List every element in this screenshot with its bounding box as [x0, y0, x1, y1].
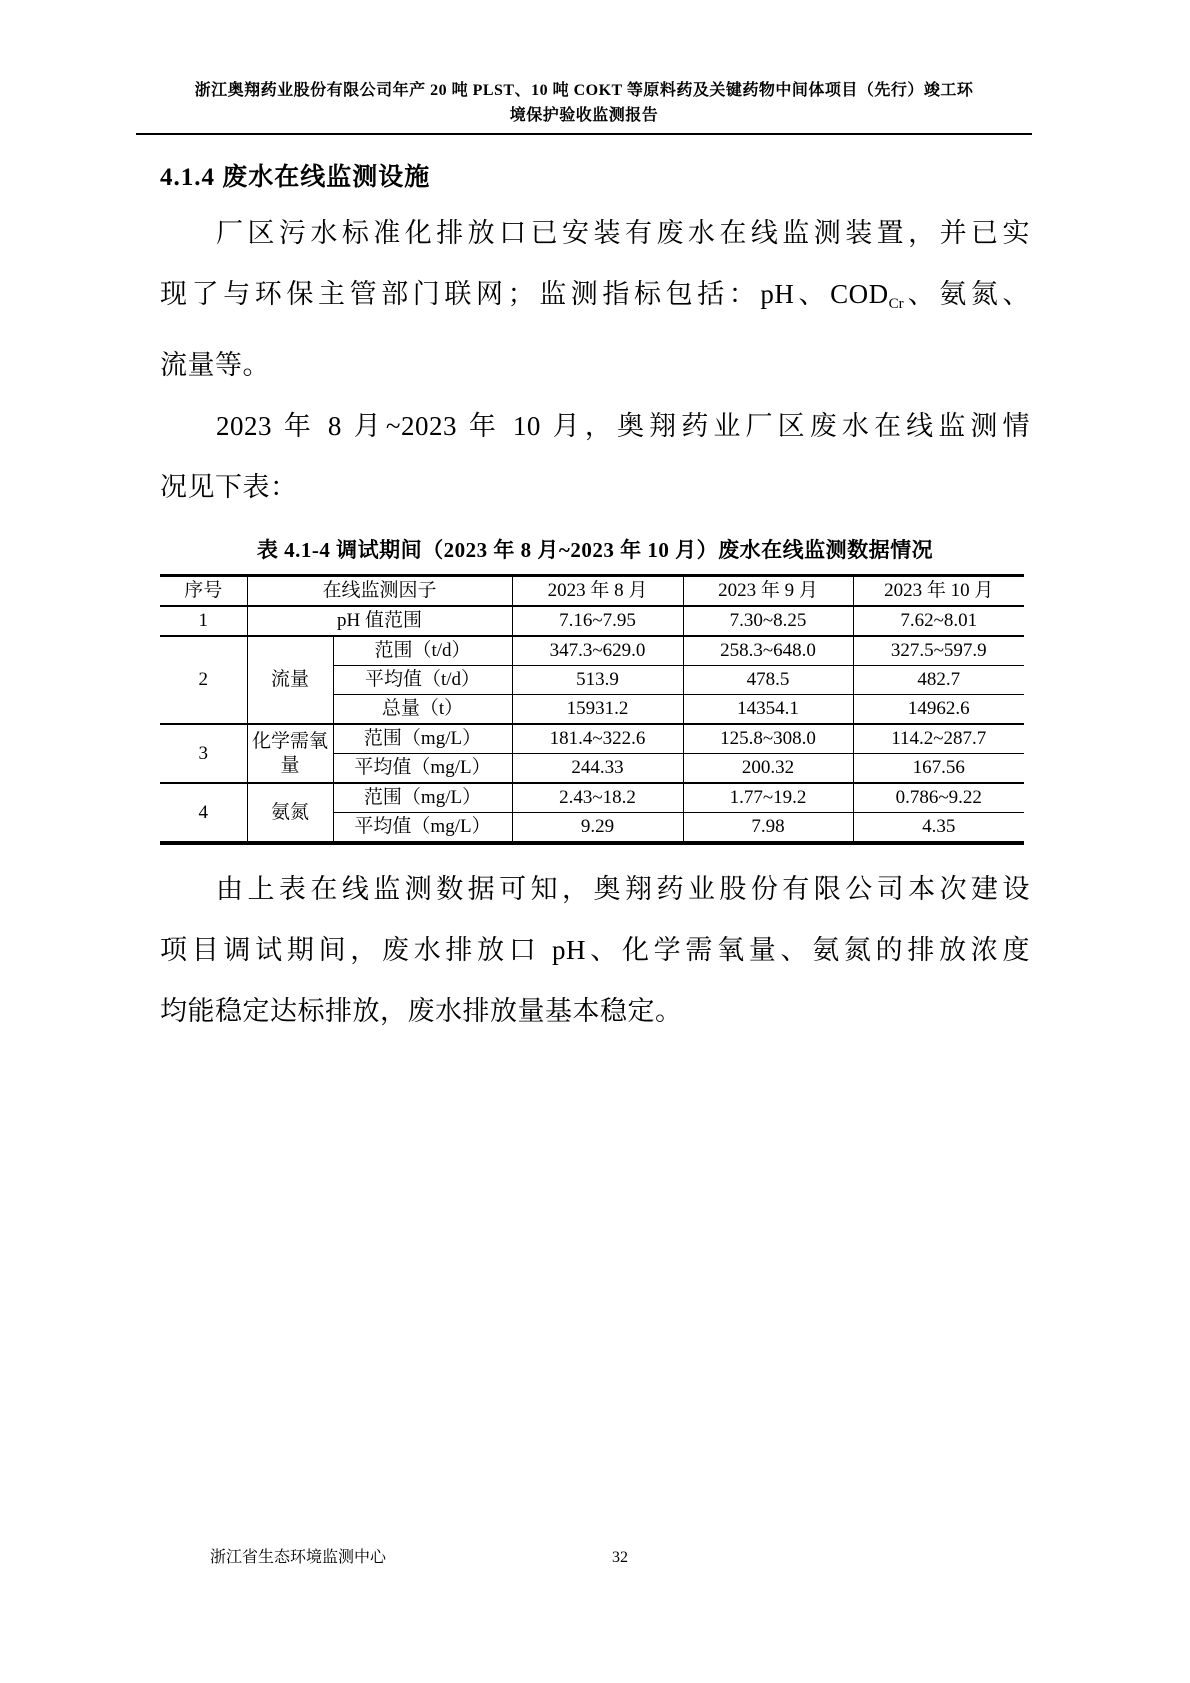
flow-range-oct: 327.5~597.9	[853, 636, 1024, 666]
cod-range-oct: 114.2~287.7	[853, 724, 1024, 754]
cod-average-sep: 200.32	[683, 754, 853, 784]
cod-average-label: 平均值（mg/L）	[333, 754, 512, 784]
flow-range-sep: 258.3~648.0	[683, 636, 853, 666]
paragraph-line: 2023 年 8 月~2023 年 10 月，奥翔药业厂区废水在线监测情	[216, 411, 1030, 441]
paragraph-line: 均能稳定达标排放，废水排放量基本稳定。	[160, 996, 683, 1026]
flow-average-sep: 478.5	[683, 666, 853, 695]
nh3-range-oct: 0.786~9.22	[853, 783, 1024, 813]
table-row-flow-range	[160, 636, 1024, 666]
paragraph-line: 项目调试期间，废水排放口 pH、化学需氧量、氨氮的排放浓度	[160, 935, 1030, 965]
running-header-line-2: 境保护验收监测报告	[509, 107, 659, 124]
footer-organization: 浙江省生态环境监测中心	[210, 1549, 387, 1566]
table-caption: 表 4.1-4 调试期间（2023 年 8 月~2023 年 10 月）废水在线监测数据情况	[256, 538, 934, 562]
nh3-average-sep: 7.98	[683, 813, 853, 844]
running-header-line-1: 浙江奥翔药业股份有限公司年产 20 吨 PLST、10 吨 COKT 等原料药及关键药物中间体项目（先行）竣工环	[194, 82, 974, 99]
paragraph-3	[160, 859, 1030, 1042]
cod-cr-subscript: Cr	[888, 296, 904, 312]
nh3-average-oct: 4.35	[853, 813, 1024, 844]
flow-average-oct: 482.7	[853, 666, 1024, 695]
cod-range-label: 范围（mg/L）	[333, 724, 512, 754]
flow-average-label: 平均值（t/d）	[333, 666, 512, 695]
nh3-average-label: 平均值（mg/L）	[333, 813, 512, 844]
cod-average-oct: 167.56	[853, 754, 1024, 784]
cod-category: 化学需氧量	[247, 724, 333, 783]
paragraph-line: 流量等。	[160, 350, 270, 380]
cod-range-sep: 125.8~308.0	[683, 724, 853, 754]
paragraph-line: 厂区污水标准化排放口已安装有废水在线监测装置，并已实	[216, 218, 1030, 248]
ph-label: pH 值范围	[247, 606, 512, 636]
section-heading: 4.1.4 废水在线监测设施	[160, 164, 431, 191]
flow-average-aug: 513.9	[512, 666, 683, 695]
flow-range-aug: 347.3~629.0	[512, 636, 683, 666]
ph-sep-value: 7.30~8.25	[683, 606, 853, 636]
text-run: 现了与环保主管部门联网；监测指标包括：pH、COD	[160, 279, 889, 309]
paragraph-line: 由上表在线监测数据可知，奥翔药业股份有限公司本次建设	[216, 874, 1030, 904]
cod-average-aug: 244.33	[512, 754, 683, 784]
table-header-row	[160, 576, 1024, 607]
flow-total-aug: 15931.2	[512, 695, 683, 725]
nh3-average-aug: 9.29	[512, 813, 683, 844]
running-header	[136, 78, 1032, 135]
ph-oct-value: 7.62~8.01	[853, 606, 1024, 636]
flow-seq: 2	[160, 636, 247, 724]
cod-seq: 3	[160, 724, 247, 783]
nh3-range-aug: 2.43~18.2	[512, 783, 683, 813]
ph-seq: 1	[160, 606, 247, 636]
column-header-seq: 序号	[160, 576, 247, 607]
column-header-factor: 在线监测因子	[247, 576, 512, 607]
column-header-oct-2023: 2023 年 10 月	[884, 580, 994, 601]
table-row-cod-range	[160, 724, 1024, 754]
ph-aug-value: 7.16~7.95	[512, 606, 683, 636]
column-header-sep-2023: 2023 年 9 月	[683, 576, 853, 607]
monitoring-data-table	[160, 574, 1024, 845]
paragraph-2	[160, 396, 1030, 518]
footer-page-number: 32	[612, 1549, 628, 1566]
column-header-aug-2023: 2023 年 8 月	[512, 576, 683, 607]
paragraph-line	[160, 264, 1030, 335]
table-row-ph	[160, 606, 1024, 636]
cod-range-aug: 181.4~322.6	[512, 724, 683, 754]
paragraph-line: 况见下表：	[160, 472, 298, 502]
flow-total-label: 总量（t）	[333, 695, 512, 725]
nh3-range-label: 范围（mg/L）	[333, 783, 512, 813]
flow-range-label: 范围（t/d）	[333, 636, 512, 666]
paragraph-1	[160, 203, 1030, 396]
nh3-seq: 4	[160, 783, 247, 843]
flow-total-oct: 14962.6	[853, 695, 1024, 725]
text-run: 、氨氮、	[903, 279, 1030, 309]
nh3-range-sep: 1.77~19.2	[683, 783, 853, 813]
nh3-category: 氨氮	[247, 783, 333, 843]
table-row-nh3-range	[160, 783, 1024, 813]
flow-total-sep: 14354.1	[683, 695, 853, 725]
flow-category: 流量	[247, 636, 333, 724]
page-footer	[0, 1546, 1190, 1576]
